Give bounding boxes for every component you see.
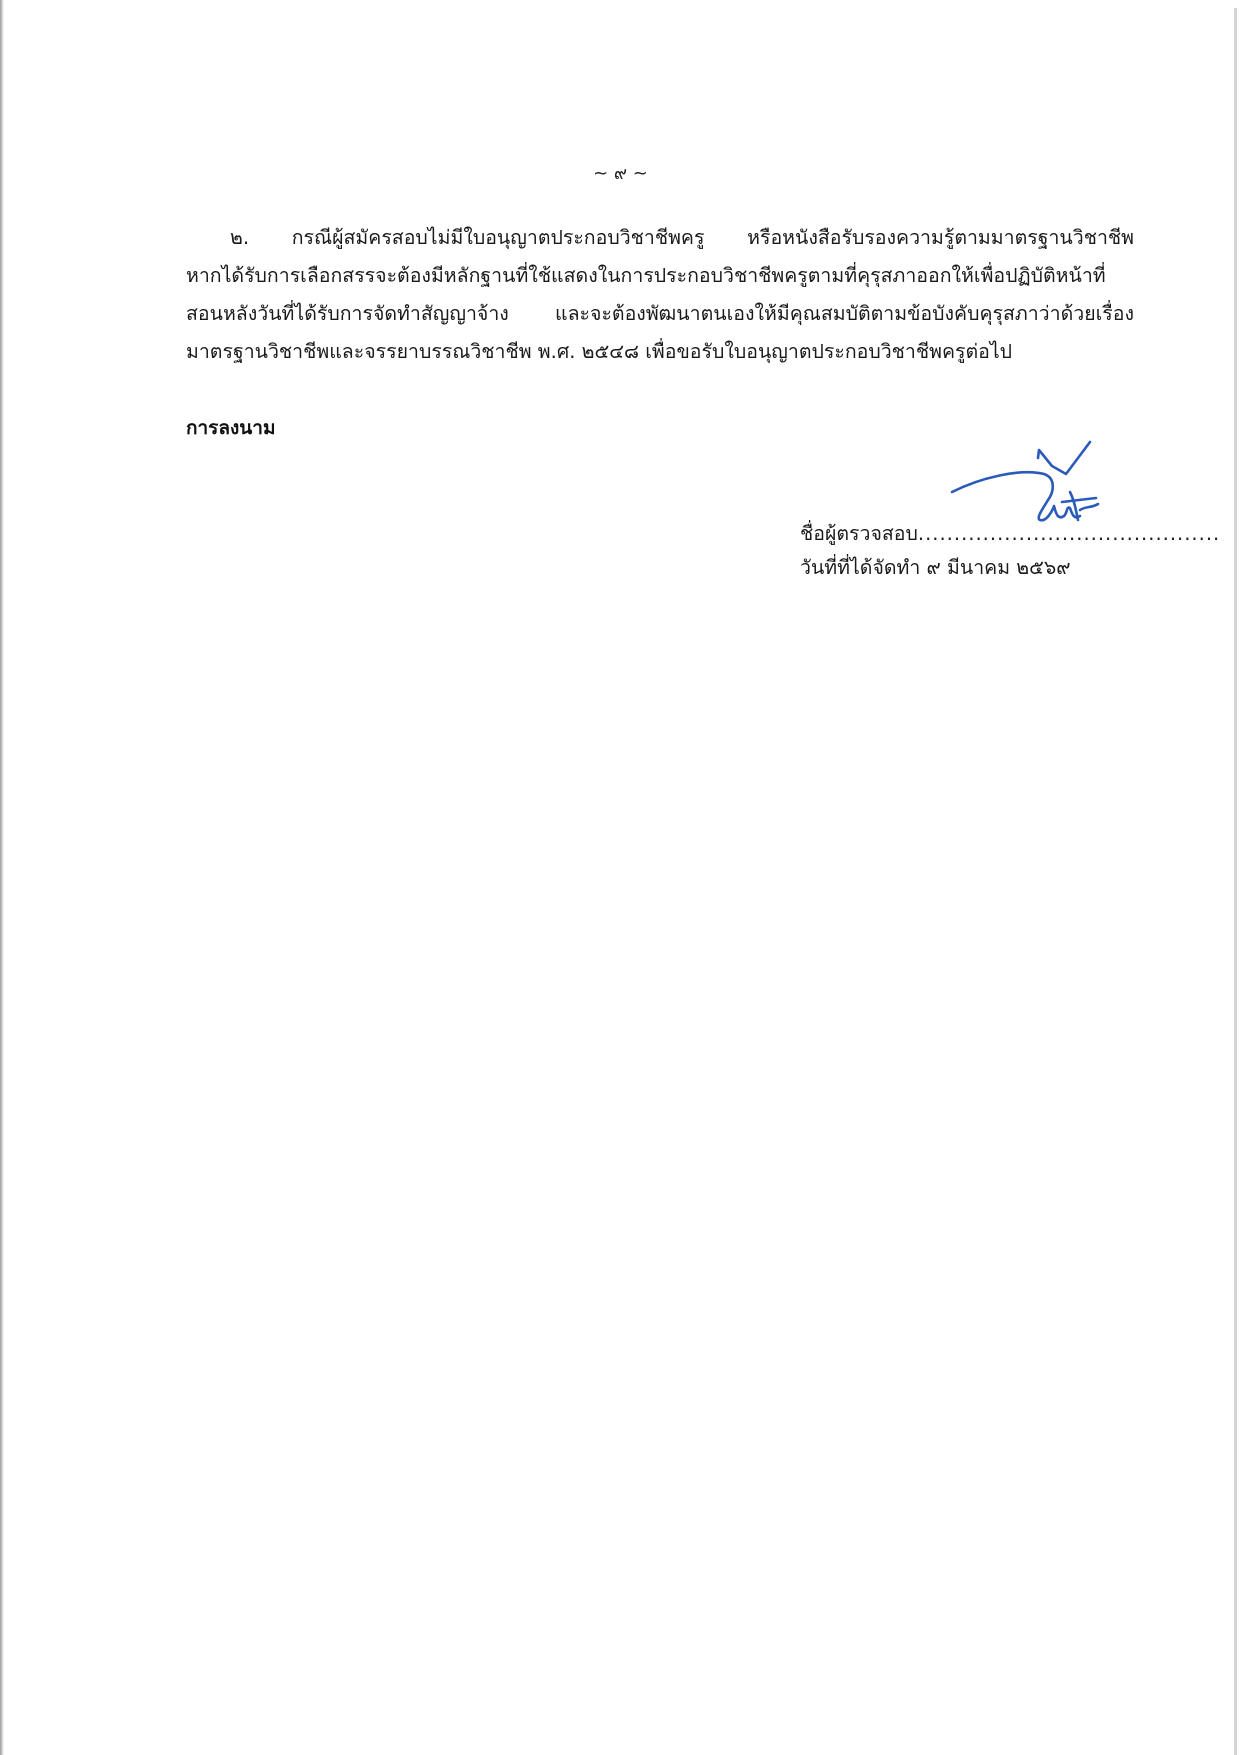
inspector-name-line: [800, 518, 1220, 549]
signing-heading: การลงนาม: [186, 417, 276, 439]
page-number: ~ ๙ ~: [593, 163, 648, 184]
inspector-dotted-line: ..........................................: [917, 522, 1221, 545]
scan-edge-right: [1234, 8, 1237, 1755]
handwritten-signature-icon: [940, 430, 1130, 525]
scan-edge-left: [0, 0, 4, 1755]
paragraph-line-4: มาตรฐานวิชาชีพและจรรยาบรรณวิชาชีพ พ.ศ. ๒๕๔๘ เพื่อขอรับใบอนุญาตประกอบวิชาชีพครูต่อไป: [186, 340, 1013, 363]
paragraph-line-1: ๒. กรณีผู้สมัครสอบไม่มีใบอนุญาตประกอบวิชาชีพครู หรือหนังสือรับรองความรู้ตามมาตรฐานวิชาชีพ: [230, 226, 1134, 249]
paragraph-line-2: หากได้รับการเลือกสรรจะต้องมีหลักฐานที่ใช้แสดงในการประกอบวิชาชีพครูตามที่คุรุสภาออกให้เพื่อปฏิบัติหน้าที่: [186, 264, 1106, 287]
inspector-label: ชื่อผู้ตรวจสอบ: [800, 522, 918, 545]
paragraph-line-3: สอนหลังวันที่ได้รับการจัดทำสัญญาจ้าง และจะต้องพัฒนาตนเองให้มีคุณสมบัติตามข้อบังคับคุรุสภาว่าด้วยเรื่อง: [186, 302, 1134, 325]
signature-block: [800, 430, 1221, 600]
date-line: วันที่ที่ได้จัดทำ ๙ มีนาคม ๒๕๖๙: [800, 556, 1071, 579]
